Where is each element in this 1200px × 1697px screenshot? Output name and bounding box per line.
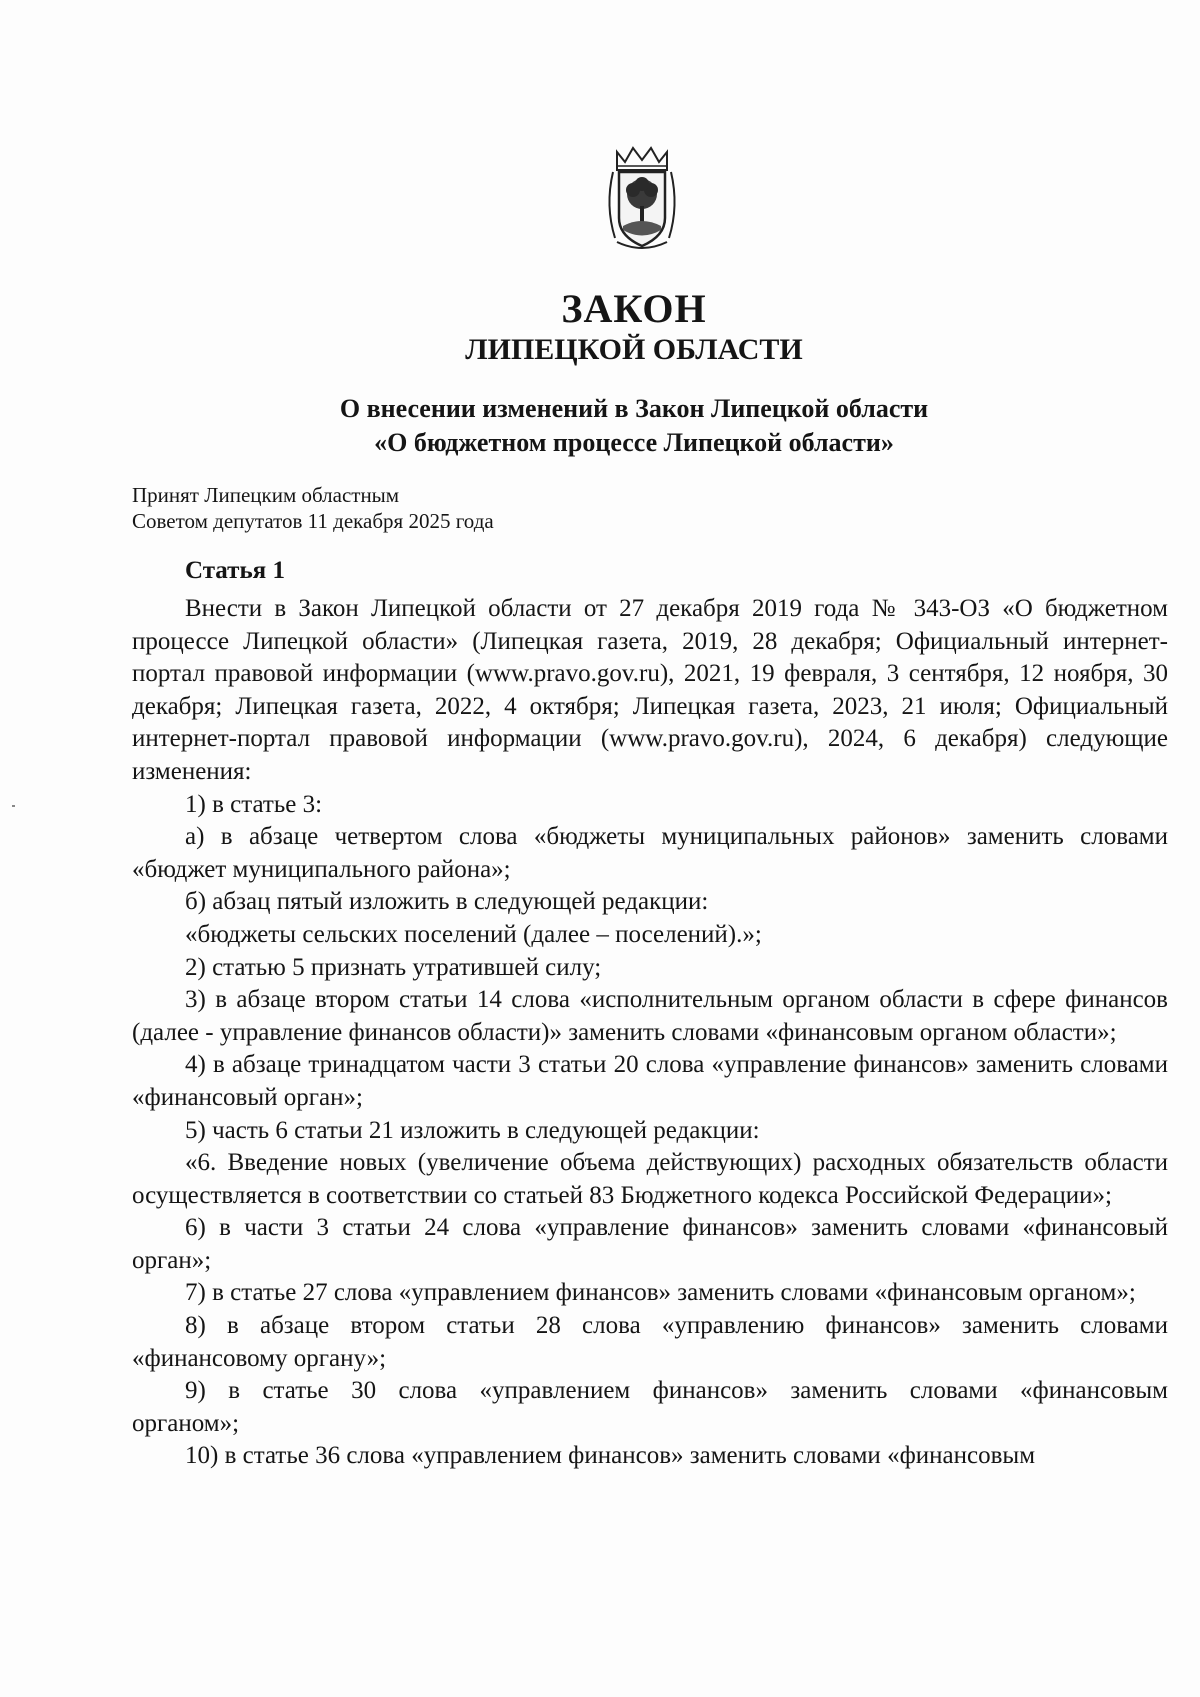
- paragraph-item-9: 9) в статье 30 слова «управлением финансов» заменить словами «финансовым органом»;: [132, 1377, 1168, 1437]
- law-subject: [0, 392, 1200, 460]
- paragraph-item-1b: б) абзац пятый изложить в следующей редакции:: [185, 888, 709, 916]
- paragraph-item-4: 4) в абзаце тринадцатом части 3 статьи 20 слова «управление финансов» заменить словами «финансовый орган»;: [132, 1051, 1168, 1111]
- law-subject-line-2: «О бюджетном процессе Липецкой области»: [374, 428, 894, 457]
- adoption-note: [132, 482, 494, 534]
- article-body: [132, 593, 1168, 1473]
- scan-speck: [12, 805, 15, 807]
- paragraph-item-5-text: «6. Введение новых (увеличение объема действующих) расходных обязательств области осуществляется в соответствии со статьей 83 Бюджетного кодекса Российской Федерации»;: [132, 1149, 1168, 1209]
- article-heading: Статья 1: [185, 557, 285, 584]
- paragraph-item-1: 1) в статье 3:: [185, 790, 323, 818]
- paragraph-item-5: 5) часть 6 статьи 21 изложить в следующей редакции:: [185, 1116, 760, 1144]
- paragraph-item-10: 10) в статье 36 слова «управлением финансов» заменить словами «финансовым: [185, 1442, 1036, 1470]
- law-title: ЗАКОН: [561, 286, 707, 331]
- paragraph-item-7: 7) в статье 27 слова «управлением финансов» заменить словами «финансовым органом»;: [185, 1279, 1136, 1307]
- paragraph-item-2: 2) статью 5 признать утратившей силу;: [185, 953, 602, 981]
- law-subject-line-1: О внесении изменений в Закон Липецкой области: [339, 394, 929, 423]
- paragraph-item-8: 8) в абзаце втором статьи 28 слова «управлению финансов» заменить словами «финансовому органу»;: [132, 1312, 1168, 1372]
- adoption-note-line-1: Принят Липецким областным: [132, 483, 400, 507]
- paragraph-item-1a: а) в абзаце четвертом слова «бюджеты муниципальных районов» заменить словами «бюджет муниципального района»;: [132, 823, 1168, 883]
- paragraph-item-3: 3) в абзаце втором статьи 14 слова «исполнительным органом области в сфере финансов (далее - управление финансов области)» заменить словами «финансовым органом области»;: [132, 986, 1168, 1046]
- paragraph-item-1b-text: «бюджеты сельских поселений (далее – поселений).»;: [185, 920, 762, 948]
- adoption-note-line-2: Советом депутатов 11 декабря 2025 года: [132, 509, 494, 533]
- lipetsk-coat-of-arms-icon: [603, 146, 681, 254]
- paragraph-intro: Внести в Закон Липецкой области от 27 декабря 2019 года № 343-ОЗ «О бюджетном процессе Липецкой области» (Липецкая газета, 2019, 28 декабря; Официальный интернет-портал правовой информации (www.pravo.gov.ru), 2021, 19 февраля, 3 сентября, 12 ноября, 30 декабря; Липецкая газета, 2022, 4 октября; Липецкая газета, 2023, 21 июля; Официальный интернет-портал правовой информации (www.pravo.gov.ru), 2024, 6 декабря) следующие изменения:: [132, 595, 1168, 785]
- paragraph-item-6: 6) в части 3 статьи 24 слова «управление финансов» заменить словами «финансовый орган»;: [132, 1214, 1168, 1274]
- law-region: ЛИПЕЦКОЙ ОБЛАСТИ: [465, 333, 803, 366]
